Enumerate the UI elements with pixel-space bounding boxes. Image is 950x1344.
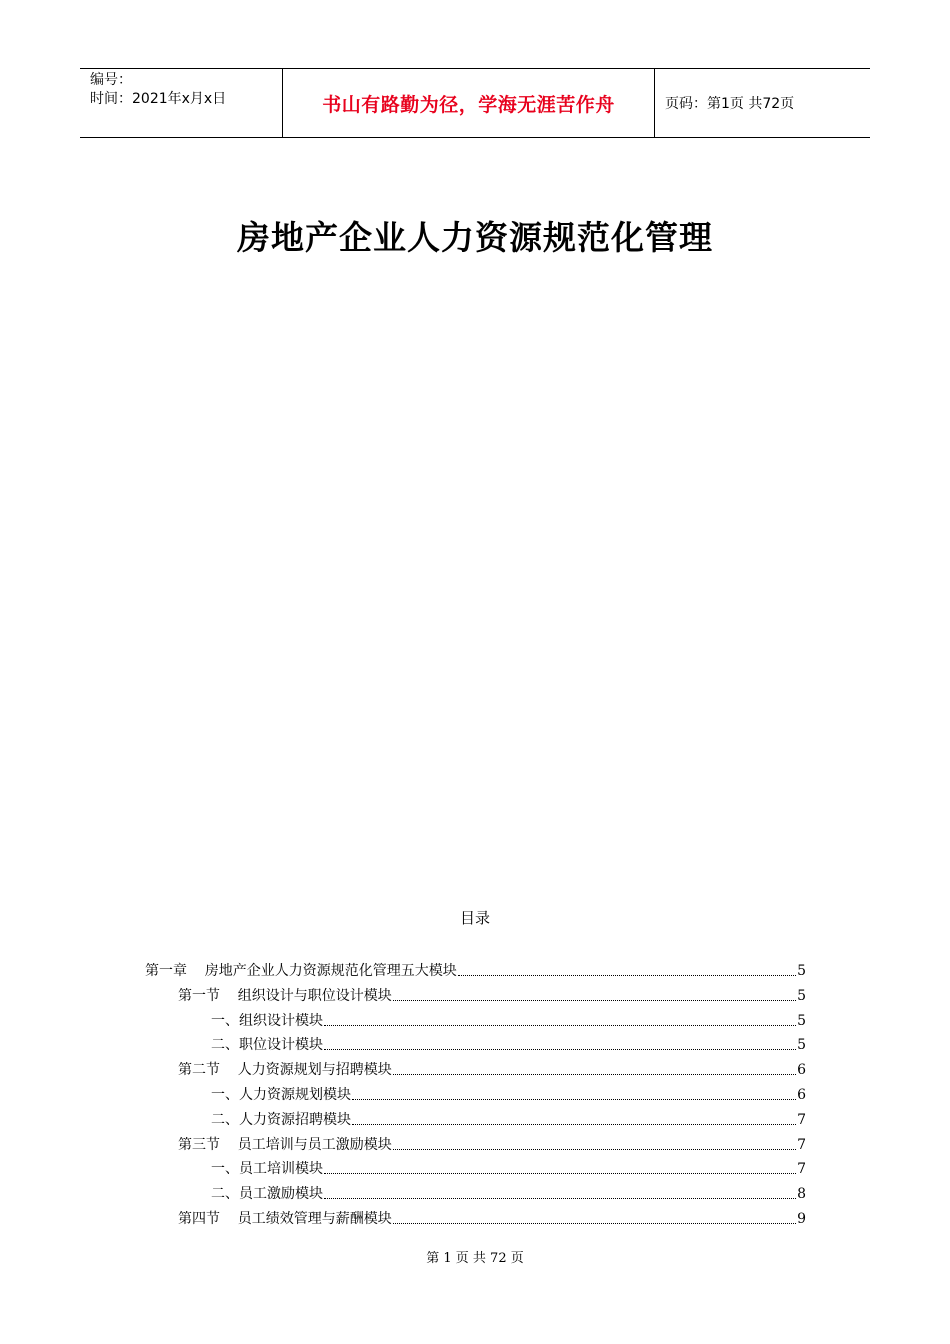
document-title: 房地产企业人力资源规范化管理	[237, 218, 713, 257]
toc-entry-label: 二、人力资源招聘模块	[211, 1111, 351, 1128]
toc-entry[interactable]	[178, 1055, 806, 1079]
document-number-label: 编号：	[90, 72, 132, 88]
toc-entry-page: 7	[797, 1161, 806, 1178]
toc-entry[interactable]	[145, 956, 806, 980]
toc-entry-label: 一、人力资源规划模块	[211, 1087, 351, 1103]
toc-entry-label: 第一章 房地产企业人力资源规范化管理五大模块	[145, 963, 457, 979]
toc-entry-page: 5	[797, 1037, 806, 1054]
toc-entry-label: 一、员工培训模块	[211, 1161, 323, 1178]
toc-entry-page: 5	[797, 987, 806, 1004]
toc-entry[interactable]	[178, 981, 806, 1005]
toc-dot-leader	[324, 1024, 796, 1026]
document-header	[80, 68, 870, 138]
toc-heading: 目录	[459, 909, 490, 927]
toc-entry-label: 第一节 组织设计与职位设计模块	[178, 987, 392, 1004]
toc-dot-leader	[324, 1048, 796, 1050]
toc-entry-label: 第三节 员工培训与员工激励模块	[178, 1136, 392, 1153]
toc-entry-label: 第四节 员工绩效管理与薪酬模块	[178, 1211, 392, 1227]
toc-entry-label: 二、员工激励模块	[211, 1186, 323, 1203]
toc-entry[interactable]	[178, 1204, 806, 1228]
toc-entry-page: 5	[797, 1012, 806, 1029]
header-meta	[80, 69, 282, 137]
toc-entry-page: 7	[797, 1136, 806, 1153]
toc-entry-label: 二、职位设计模块	[211, 1037, 323, 1054]
toc-dot-leader	[393, 1148, 796, 1150]
page-footer: 第 1 页 共 72 页	[426, 1251, 524, 1266]
toc-dot-leader	[352, 1098, 796, 1100]
toc-entry-page: 6	[797, 1087, 806, 1103]
toc-entry-page: 7	[797, 1111, 806, 1128]
toc-entry[interactable]	[211, 1105, 806, 1129]
toc-entry[interactable]	[211, 1179, 806, 1203]
toc-entry[interactable]	[211, 1030, 806, 1054]
toc-dot-leader	[458, 974, 796, 976]
toc-entry-page: 5	[797, 963, 806, 979]
toc-entry[interactable]	[178, 1130, 806, 1154]
toc-dot-leader	[393, 999, 796, 1001]
toc-entry-page: 8	[797, 1186, 806, 1203]
toc-entry-label: 第二节 人力资源规划与招聘模块	[178, 1062, 392, 1079]
header-motto: 书山有路勤为径，学海无涯苦作舟	[282, 69, 655, 137]
toc-entry-label: 一、组织设计模块	[211, 1012, 323, 1029]
toc-dot-leader	[393, 1222, 796, 1224]
toc-dot-leader	[324, 1172, 796, 1174]
toc-entry[interactable]	[211, 1080, 806, 1104]
toc-dot-leader	[352, 1123, 796, 1125]
toc-entry-page: 6	[797, 1062, 806, 1079]
toc-dot-leader	[324, 1197, 796, 1199]
toc-entry-page: 9	[797, 1211, 806, 1227]
header-page-info: 页码：第1页 共72页	[665, 96, 795, 112]
document-time-label: 时间：2021年x月x日	[90, 91, 227, 107]
toc-entry[interactable]	[211, 1006, 806, 1030]
toc-entry[interactable]	[211, 1154, 806, 1178]
toc-dot-leader	[393, 1073, 796, 1075]
